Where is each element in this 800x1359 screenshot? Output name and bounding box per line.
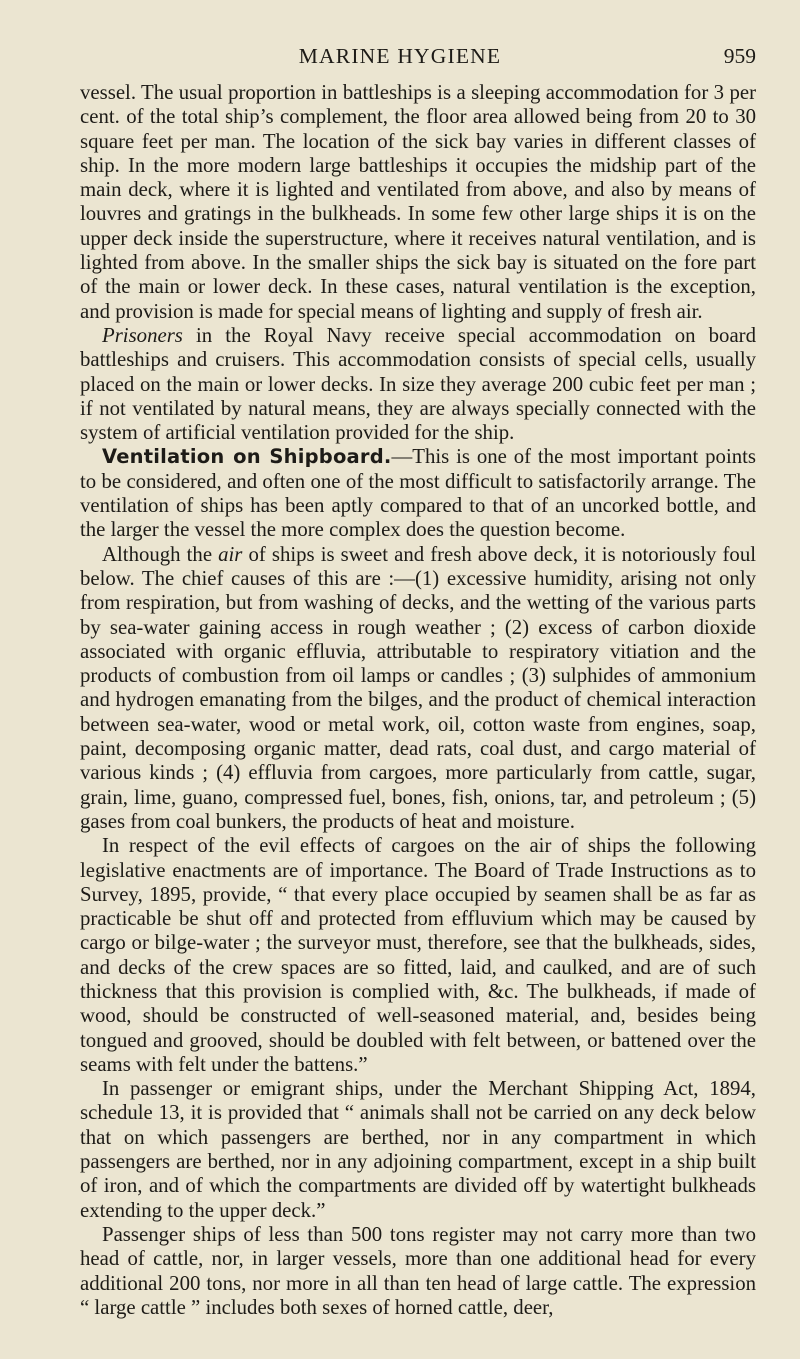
running-head — [80, 44, 756, 74]
paragraph-text: vessel. The usual proportion in battleships is a sleeping accommodation for 3 per cent. of the total ship’s complement, the floor area allowed being from 20 to 30 square feet per man. The location of the sick bay varies in different classes of ship. In the more modern large battleships it occupies the midship part of the main deck, where it is lighted and ventilated from above, and also by means of louvres and gratings in the bulkheads. In some few other large ships it is on the upper deck inside the superstructure, where it receives natural ventilation, and is lighted from above. In the smaller ships the sick bay is situated on the fore part of the main or lower deck. In these cases, natural ventilation is the exception, and provision is made for special means of lighting and supply of fresh air. — [80, 81, 756, 323]
section-heading: Ventilation on Shipboard. — [102, 445, 392, 469]
paragraph-text: in the Royal Navy receive special accommodation on board battleships and cruisers. This accommodation consists of special cells, usually placed on the main or lower decks. In size they average 200 cubic feet per man ; if not ventilated by natural means, they are always specially connected with the system of artificial ventilation provided for the ship. — [80, 323, 756, 445]
italic-word: air — [218, 542, 243, 566]
body-text — [80, 81, 756, 1320]
paragraph-ventilation — [80, 445, 756, 542]
paragraph-cattle — [80, 1223, 756, 1320]
paragraph-text: Passenger ships of less than 500 tons register may not carry more than two head of cattle, nor, in larger vessels, more than one additional head for every additional 200 tons, nor more in all than ten head of large cattle. The expression “ large cattle ” includes both sexes of horned cattle, deer, — [80, 1222, 756, 1319]
paragraph-text: In respect of the evil effects of cargoes on the air of ships the following legislative enactments are of importance. The Board of Trade Instructions as to Survey, 1895, provide, “ that every place occupied by seamen shall be as far as practicable be shut off and protected from effluvium which may be caused by cargo or bilge-water ; the surveyor must, therefore, see that the bulkheads, sides, and decks of the crew spaces are so fitted, laid, and caulked, and are of such thickness that this provision is complied with, &c. The bulkheads, if made of wood, should be constructed of well-seasoned material, and, besides being tongued and grooved, should be doubled with felt between, or battened over the seams with felt under the battens.” — [80, 834, 756, 1076]
page-number: 959 — [723, 44, 756, 68]
paragraph-text: In passenger or emigrant ships, under the Merchant Shipping Act, 1894, schedule 13, it is provided that “ animals shall not be carried on any deck below that on which passengers are berthed, nor in any compartment in which passengers are berthed, nor in any adjoining compartment, except in a ship built of iron, and of which the compartments are divided off by watertight bulkheads extending to the upper deck.” — [80, 1077, 756, 1222]
paragraph-prisoners — [80, 324, 756, 445]
paragraph-causes — [80, 543, 756, 835]
paragraph-text-lead: Although the — [102, 542, 219, 566]
paragraph-text: —This is one of the most important points to be considered, and often one of the most difficult to satisfactorily arrange. The ventilation of ships has been aptly compared to that of an uncorked bottle, and the larger the vessel the more complex does the question become. — [80, 445, 756, 542]
paragraph-legislation — [80, 834, 756, 1077]
italic-lead-word: Prisoners — [102, 323, 183, 347]
paragraph-text: of ships is sweet and fresh above deck, it is notoriously foul below. The chief causes of this are :—(1) excessive humidity, arising not only from respiration, but from washing of decks, and the wetting of the various parts by sea-water gaining access in rough weather ; (2) excess of carbon dioxide associated with organic effluvia, attributable to respiratory vitiation and the products of combustion from oil lamps or candles ; (3) sulphides of ammonium and hydrogen emanating from the bilges, and the product of chemical interaction between sea-water, wood or metal work, oil, cotton waste from engines, soap, paint, decomposing organic matter, dead rats, coal dust, and cargo material of various kinds ; (4) effluvia from cargoes, more particularly from cattle, sugar, grain, lime, guano, compressed fuel, bones, fish, onions, tar, and petroleum ; (5) gases from coal bunkers, the products of heat and moisture. — [80, 542, 756, 833]
running-title: MARINE HYGIENE — [298, 44, 502, 68]
paragraph-sick-bay — [80, 81, 756, 324]
paragraph-emigrant-ships — [80, 1077, 756, 1223]
